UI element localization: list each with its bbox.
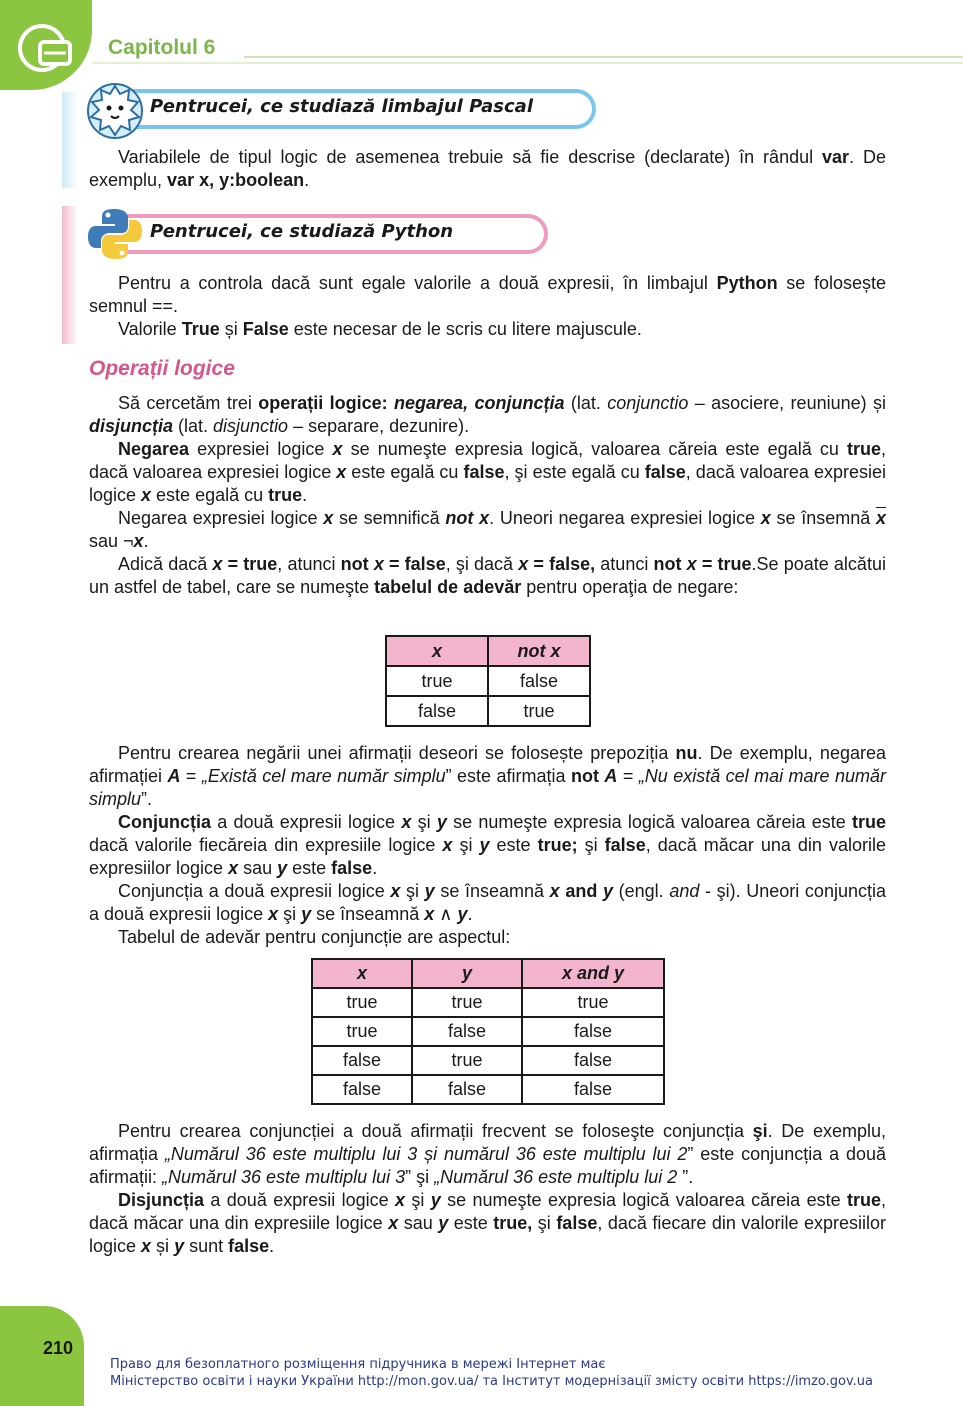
table-header-row <box>312 959 664 988</box>
python-paragraph-2: Valorile True și False este necesar de le scris cu litere majuscule. <box>118 319 642 339</box>
paragraph-negation-definition: Negarea expresiei logice x se numeşte expresia logică, valoarea căreia este egală cu true, dacă valoarea expresiei logice x este egală cu false, şi este egală cu false, dacă valoarea expresiei logice x este egală cu true. <box>89 439 886 505</box>
table-row <box>312 1046 664 1075</box>
table-cell: true <box>412 988 522 1017</box>
page-number: 210 <box>43 1338 74 1358</box>
paragraph-intro: Să cercetăm trei operații logice: negarea, conjuncția (lat. conjunctio – asociere, reuniune) și disjuncția (lat. disjunctio – separare, dezunire). <box>89 393 887 436</box>
python-side-bar <box>62 206 78 344</box>
table-header-cell: x <box>312 959 412 988</box>
table-cell: true <box>312 988 412 1017</box>
header-divider-secondary <box>92 62 963 64</box>
python-box-header <box>110 214 548 254</box>
table-row <box>312 988 664 1017</box>
chapter-corner-tab <box>0 0 92 90</box>
disjunction-body <box>89 1120 886 1258</box>
computer-icon <box>16 20 74 78</box>
table-row <box>386 666 590 696</box>
paragraph-conjunction-table-intro: Tabelul de adevăr pentru conjuncție are aspectul: <box>118 927 511 947</box>
table-row <box>312 1017 664 1046</box>
table-row <box>312 1075 664 1104</box>
table-cell: false <box>522 1075 664 1104</box>
header-divider <box>244 56 963 58</box>
paragraph-negation-usage: Pentru crearea negării unei afirmații deseori se folosește prepoziția nu. De exemplu, negarea afirmației A = „Există cel mare număr simplu” este afirmația not A = „Nu există cel mai mare număr simplu”. <box>89 743 886 809</box>
paragraph-negation-example: Adică dacă x = true, atunci not x = false, şi dacă x = false, atunci not x = true.Se poate alcătui un astfel de tabel, care se numeşte tabelul de adevăr pentru operaţia de negare: <box>89 554 886 597</box>
paragraph-disjunction-definition: Disjuncția a două expresii logice x şi y se numeşte expresia logică valoarea căreia este true, dacă măcar una din expresiile logice x sau y este true, şi false, dacă fiecare din valorile expresiilor logice x și y sunt false. <box>89 1190 886 1256</box>
section-title: Operații logice <box>89 357 235 380</box>
pascal-paragraph: Variabilele de tipul logic de asemenea trebuie să fie descrise (declarate) în rândul var. De exemplu, var x, y:boolean. <box>89 147 886 190</box>
table-cell: false <box>312 1046 412 1075</box>
table-cell: true <box>386 666 488 696</box>
table-header-row <box>386 636 590 666</box>
table-cell: false <box>488 666 590 696</box>
conjunction-body <box>89 742 886 949</box>
table-cell: false <box>386 696 488 726</box>
table-header-cell: y <box>412 959 522 988</box>
table-row <box>386 696 590 726</box>
paragraph-negation-notation: Negarea expresiei logice x se semnifică not x. Uneori negarea expresiei logice x se însemnă $\overline{x}$ sau ¬x. <box>89 508 886 551</box>
table-cell: false <box>312 1075 412 1104</box>
python-box-title: Pentrucei, ce studiază Python <box>150 221 454 242</box>
python-box-body <box>89 272 886 341</box>
table-cell: false <box>412 1075 522 1104</box>
table-cell: true <box>312 1017 412 1046</box>
pascal-box-body <box>89 146 886 192</box>
table-header-cell: x <box>386 636 488 666</box>
paragraph-conjunction-definition: Conjuncția a două expresii logice x şi y se numeşte expresia logică valoarea căreia este true dacă valorile fiecăreia din expresiile logice x şi y este true; şi false, dacă măcar una din valorile expresiilor logice x sau y este false. <box>89 812 886 878</box>
main-body <box>89 392 886 599</box>
table-cell: false <box>412 1017 522 1046</box>
footer-line-1: Право для безоплатного розміщення підручника в мережі Інтернет має <box>110 1357 606 1372</box>
footer-notice <box>110 1356 873 1390</box>
table-cell: true <box>522 988 664 1017</box>
table-header-cell: x and y <box>522 959 664 988</box>
chapter-title: Capitolul 6 <box>108 36 216 59</box>
python-paragraph-1: Pentru a controla dacă sunt egale valorile a două expresii, în limbajul Python se folosește semnul ==. <box>89 273 887 316</box>
table-cell: false <box>522 1017 664 1046</box>
table-header-cell: not x <box>488 636 590 666</box>
pascal-box-header <box>110 89 596 129</box>
lion-icon <box>84 80 146 142</box>
table-cell: true <box>488 696 590 726</box>
truth-table-negation <box>385 635 591 727</box>
footer-line-2: Міністерство освіти і науки України http://mon.gov.ua/ та Інститут модернізації змісту освіти https://imzo.gov.ua <box>110 1374 874 1389</box>
python-logo-icon <box>84 203 146 265</box>
table-cell: true <box>412 1046 522 1075</box>
page-number-tab <box>0 1306 84 1406</box>
truth-table-conjunction <box>311 958 665 1105</box>
paragraph-conjunction-usage: Pentru crearea conjuncției a două afirmații frecvent se foloseşte conjuncția şi. De exemplu, afirmația „Numărul 36 este multiplu lui 3 și numărul 36 este multiplu lui 2” este conjuncția a două afirmații: „Numărul 36 este multiplu lui 3” şi „Numărul 36 este multiplu lui 2 ”. <box>89 1121 886 1187</box>
paragraph-conjunction-notation: Conjuncția a două expresii logice x şi y se înseamnă x and y (engl. and - şi). Uneori conjuncția a două expresii logice x şi y se înseamnă x ∧ y. <box>89 881 886 924</box>
table-cell: false <box>522 1046 664 1075</box>
pascal-box-title: Pentrucei, ce studiază limbajul Pascal <box>150 96 533 117</box>
pascal-side-bar <box>62 92 78 188</box>
